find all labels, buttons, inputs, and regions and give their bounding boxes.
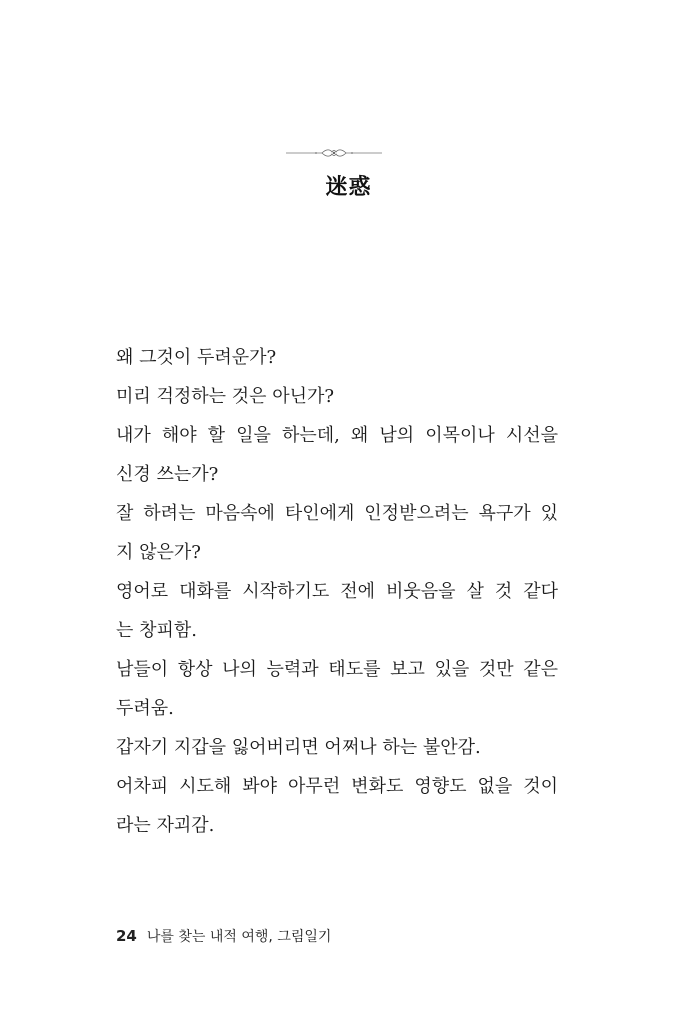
- text-line: 갑자기 지갑을 잃어버리면 어쩌나 하는 불안감.: [116, 737, 481, 758]
- text-line: 미리 걱정하는 것은 아닌가?: [116, 386, 335, 407]
- text-line: 두려움.: [116, 698, 174, 719]
- text-line: 영어로 대화를 시작하기도 전에 비웃음을 살 것 같다: [116, 581, 558, 602]
- book-title: 나를 찾는 내적 여행, 그림일기: [146, 929, 332, 945]
- text-line: 라는 자괴감.: [116, 815, 215, 836]
- text-line: 지 않은가?: [116, 542, 201, 563]
- title-ornament-icon: [286, 146, 382, 160]
- text-line: 왜 그것이 두려운가?: [116, 347, 277, 368]
- page-footer: [116, 926, 331, 946]
- text-line: 는 창피함.: [116, 620, 197, 641]
- text-line: 내가 해야 할 일을 하는데, 왜 남의 이목이나 시선을: [116, 425, 558, 446]
- text-line: 어차피 시도해 봐야 아무런 변화도 영향도 없을 것이: [116, 776, 558, 797]
- text-line: 잘 하려는 마음속에 타인에게 인정받으려는 욕구가 있: [116, 503, 558, 524]
- text-line: 남들이 항상 나의 능력과 태도를 보고 있을 것만 같은: [116, 659, 558, 680]
- text-line: 신경 쓰는가?: [116, 464, 219, 485]
- chapter-title: 迷惑: [325, 175, 372, 200]
- body-text: [116, 338, 558, 845]
- page-number: 24: [116, 927, 137, 945]
